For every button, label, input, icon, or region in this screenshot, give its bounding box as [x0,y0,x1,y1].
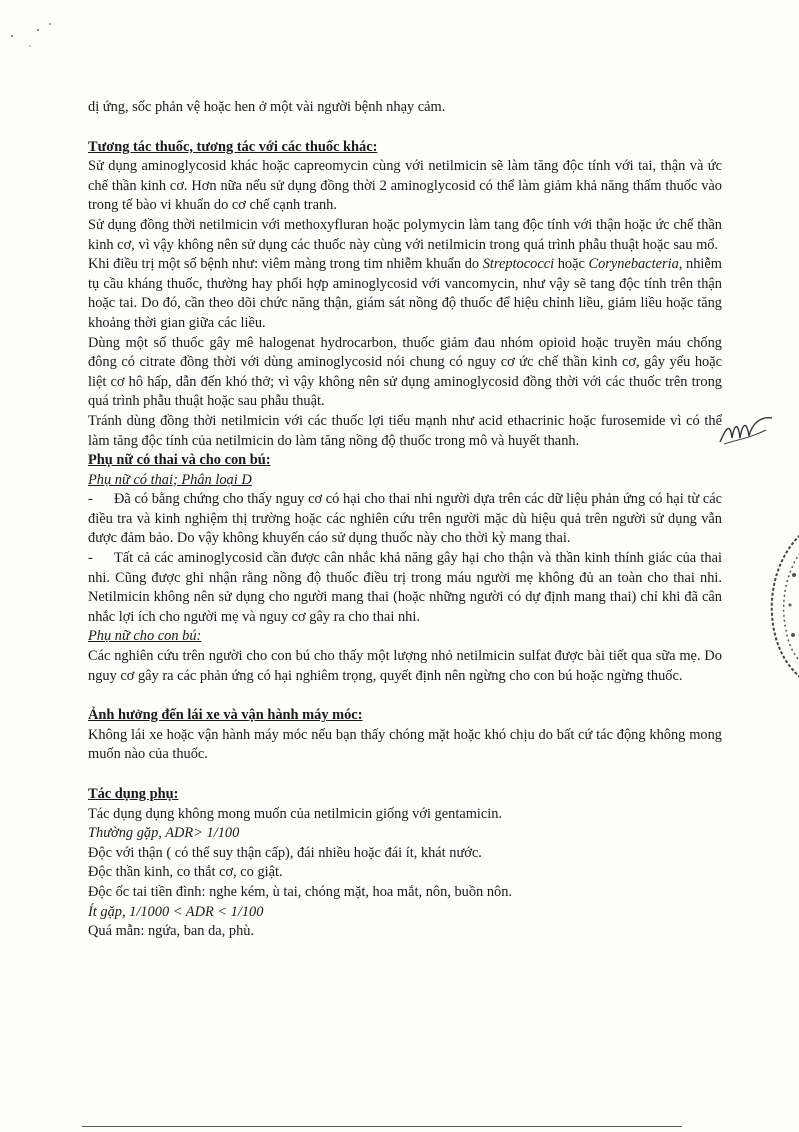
stamp-mark [760,525,799,685]
side-effect-hypersensitivity: Quá mẫn: ngứa, ban da, phù. [88,923,255,940]
paragraph-diuretics: Tránh dùng đồng thời netilmicin với các thuốc lợi tiểu mạnh như acid ethacrinic hoặc furosemide vì có thể làm tăng độc tính của netilmicin do làm tăng nồng độ thuốc trong mô và huyết thanh. [88,412,722,449]
bullet-dash: - [88,550,93,567]
heading-pregnancy-lactation: Phụ nữ có thai và cho con bú: [88,452,271,469]
paragraph-endocarditis [88,255,722,333]
bullet-text: Đã có bằng chứng cho thấy nguy cơ có hại cho thai nhi người dựa trên các dữ liệu phản ứng có hại từ các điều tra và kinh nghiệm thị trường hoặc các nghiên cứu trên người mặc dù hiệu quả trên người sử dụng vẫn được đảm bảo. Do vậy không khuyến cáo sử dụng thuốc này cho thời kỳ mang thai. [88,491,722,547]
paragraph-aminoglycoside-capreomycin: Sử dụng aminoglycosid khác hoặc capreomycin cùng với netilmicin sẽ làm tăng độc tính với tai, thận và ức chế thần kinh cơ. Hơn nữa nếu sử dụng đồng thời 2 aminoglycosid có thể làm giảm khả năng thấm thuốc vào trong tế bào vi khuẩn do cơ chế cạnh tranh. [88,158,722,214]
paragraph-nursing: Các nghiên cứu trên người cho con bú cho thấy một lượng nhỏ netilmicin sulfat được bài tiết qua sữa mẹ. Do nguy cơ gây ra các phản ứng có hại nghiêm trọng, quyết định nên ngừng cho con bú hoặc ngừng thuốc. [88,648,722,684]
heading-drug-interactions: Tương tác thuốc, tương tác với các thuốc khác: [88,138,378,155]
heading-driving: Ảnh hưởng đến lái xe và vận hành máy móc: [88,707,363,724]
text-segment: Khi điều trị một số bệnh như: viêm màng trong tim nhiễm khuẩn do [88,256,483,273]
organism-streptococci: Streptococci [482,256,555,273]
scan-speck-marks [8,20,68,60]
side-effect-ear: Độc ốc tai tiền đình: nghe kém, ù tai, chóng mặt, hoa mắt, nôn, buồn nôn. [88,883,513,900]
organism-corynebacteria: Corynebacteria [588,256,679,273]
footer-rule [82,1126,682,1127]
document-body [88,98,722,942]
paragraph-anesthetics: Dùng một số thuốc gây mê halogenat hydrocarbon, thuốc giảm đau nhóm opioid hoặc truyền máu chống đông có citrate đồng thời với dùng aminoglycosid nói chung có nguy cơ ức chế thần kinh cơ, gây yếu hoặc liệt cơ hô hấp, dẫn đến khó thở; vì vậy không nên sử dụng aminoglycosid đồng thời với các thuốc trên trong quá trình phẫu thuật hoặc sau phẫu thuật. [88,334,722,410]
paragraph-allergy-end: dị ứng, sốc phản vệ hoặc hen ở một vài người bệnh nhạy cảm. [88,99,446,115]
paragraph-driving: Không lái xe hoặc vận hành máy móc nếu bạn thấy chóng mặt hoặc khó chịu do bất cứ tác động không mong muốn nào của thuốc. [88,726,722,763]
heading-side-effects: Tác dụng phụ: [88,786,179,802]
frequency-uncommon: Ít gặp, 1/1000 < ADR < 1/100 [88,903,264,920]
signature-mark [716,408,776,448]
bullet-aminoglycoside-fetus [88,549,722,627]
side-effect-kidney: Độc với thận ( có thể suy thận cấp), đái nhiều hoặc đái ít, khát nước. [88,844,482,861]
bullet-dash: - [88,491,93,508]
subheading-nursing: Phụ nữ cho con bú: [88,628,202,645]
frequency-common: Thường gặp, ADR> 1/100 [88,825,240,842]
text-segment: hoặc [554,256,589,273]
side-effect-neuro: Độc thần kinh, co thắt cơ, co giật. [88,864,283,881]
bullet-text: Tất cả các aminoglycosid cần được cân nhắc khả năng gây hại cho thận và thần kinh thính giác của thai nhi. Cũng được ghi nhận rằng nồng độ thuốc điều trị trong máu người mẹ không đủ an toàn cho thai nhi. Netilmicin không nên sử dụng cho người mang thai (hoặc những người có dự định mang thai) chỉ khi đã cân nhắc lợi ích cho người mẹ và nguy cơ gây ra cho thai nhi. [88,550,722,625]
paragraph-side-effects-intro: Tác dụng dụng không mong muốn của netilmicin giống với gentamicin. [88,805,503,822]
bullet-pregnancy-risk [88,490,722,549]
subheading-pregnant: Phụ nữ có thai; Phân loại D [88,471,252,488]
text-segment: , nhiễm tụ cầu kháng thuốc, thường hay phối hợp aminoglycosid với vancomycin, như vậy sẽ tang độc tính trên thận hoặc tai. Do đó, cần theo dõi chức năng thận, giám sát nồng độ thuốc để hiệu chỉnh liều, giảm liều hoặc tăng khoảng thời gian giữa các liều. [88,256,722,331]
paragraph-methoxyfluran: Sử dụng đồng thời netilmicin với methoxyfluran hoặc polymycin làm tang độc tính với thận hoặc ức chế thần kinh cơ, vì vậy không nên sử dụng các thuốc này cùng với netilmicin trong quá trình phẫu thuật hoặc sau mổ. [88,216,722,253]
